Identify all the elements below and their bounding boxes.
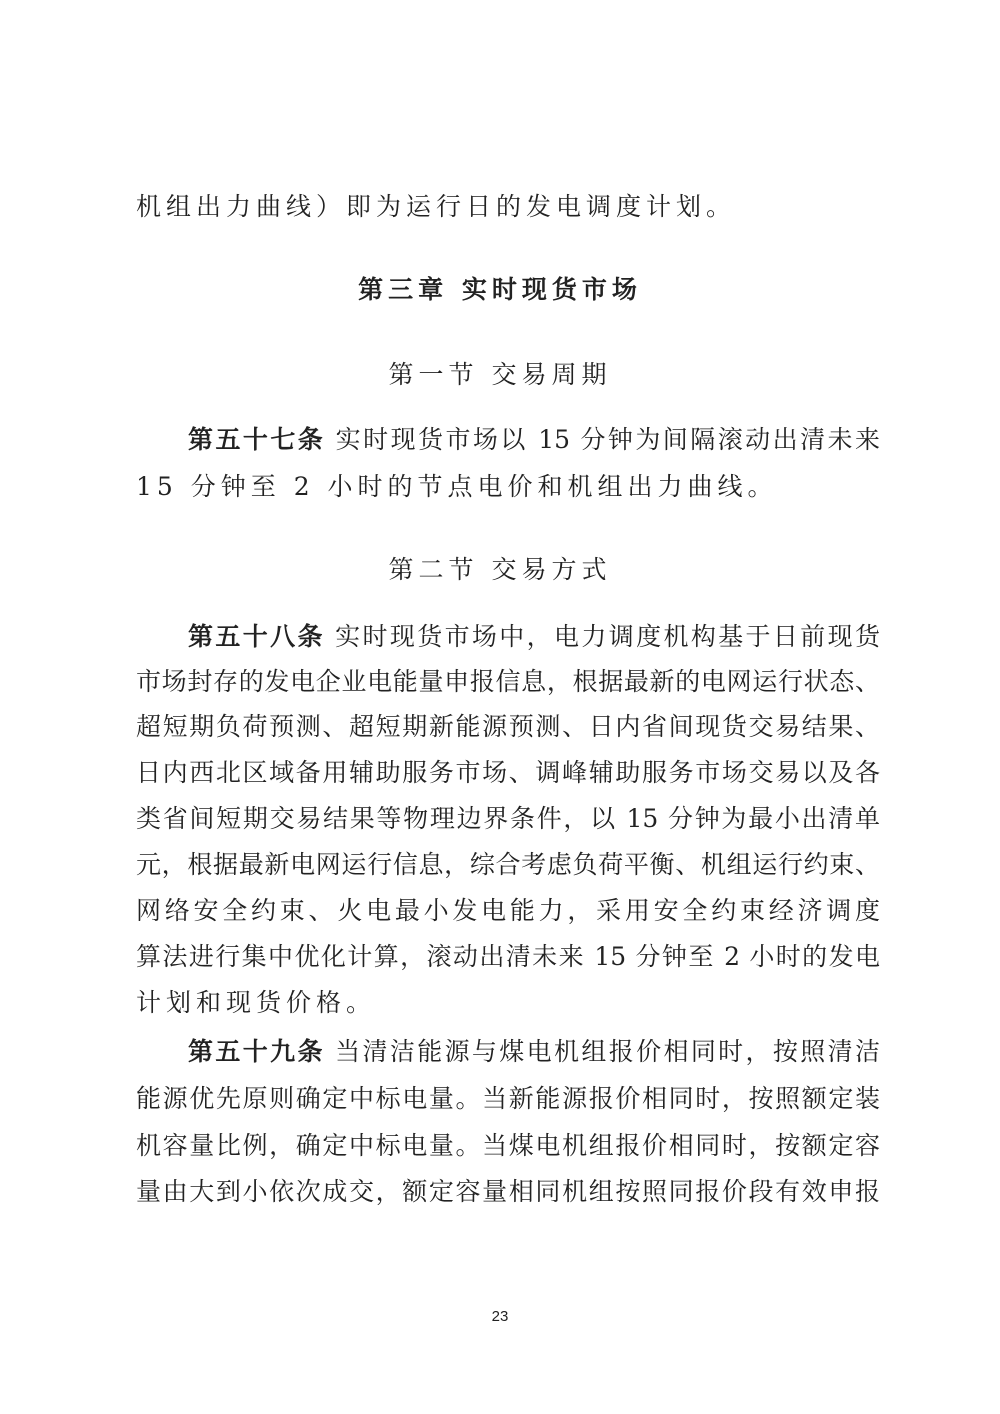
article-58-line: 类省间短期交易结果等物理边界条件，以 15 分钟为最小出清单 <box>136 804 880 833</box>
chapter-title: 第三章 实时现货市场 <box>358 275 642 304</box>
article-58-line: 网络安全约束、火电最小发电能力，采用安全约束经济调度 <box>136 896 880 925</box>
article-58-line: 元，根据最新电网运行信息，综合考虑负荷平衡、机组运行约束、 <box>136 850 880 879</box>
page-number: 23 <box>491 1308 509 1325</box>
article-58-line: 市场封存的发电企业电能量申报信息，根据最新的电网运行状态、 <box>136 667 880 696</box>
previous-paragraph-tail: 机组出力曲线）即为运行日的发电调度计划。 <box>136 192 737 221</box>
article-59-line: 第五十九条 当清洁能源与煤电机组报价相同时，按照清洁 <box>188 1037 880 1066</box>
article-58-line: 日内西北区域备用辅助服务市场、调峰辅助服务市场交易以及各 <box>136 758 880 787</box>
article-58-line: 计划和现货价格。 <box>136 988 377 1017</box>
article-59-line: 能源优先原则确定中标电量。当新能源报价相同时，按照额定装 <box>136 1084 880 1113</box>
article-label: 第五十七条 <box>188 425 326 454</box>
article-59-line: 量由大到小依次成交，额定容量相同机组按照同报价段有效申报 <box>136 1177 880 1206</box>
article-label: 第五十九条 <box>188 1037 325 1066</box>
article-58-line: 第五十八条 实时现货市场中，电力调度机构基于日前现货 <box>188 622 880 651</box>
section-title: 第二节 交易方式 <box>388 555 612 584</box>
article-label: 第五十八条 <box>188 622 325 651</box>
article-57-line: 15 分钟至 2 小时的节点电价和机组出力曲线。 <box>136 472 778 501</box>
article-58-line: 超短期负荷预测、超短期新能源预测、日内省间现货交易结果、 <box>136 712 880 741</box>
section-title: 第一节 交易周期 <box>388 360 612 389</box>
article-58-line: 算法进行集中优化计算，滚动出清未来 15 分钟至 2 小时的发电 <box>136 942 880 971</box>
article-59-line: 机容量比例，确定中标电量。当煤电机组报价相同时，按额定容 <box>136 1131 880 1160</box>
article-57-line: 第五十七条 实时现货市场以 15 分钟为间隔滚动出清未来 <box>188 425 880 454</box>
